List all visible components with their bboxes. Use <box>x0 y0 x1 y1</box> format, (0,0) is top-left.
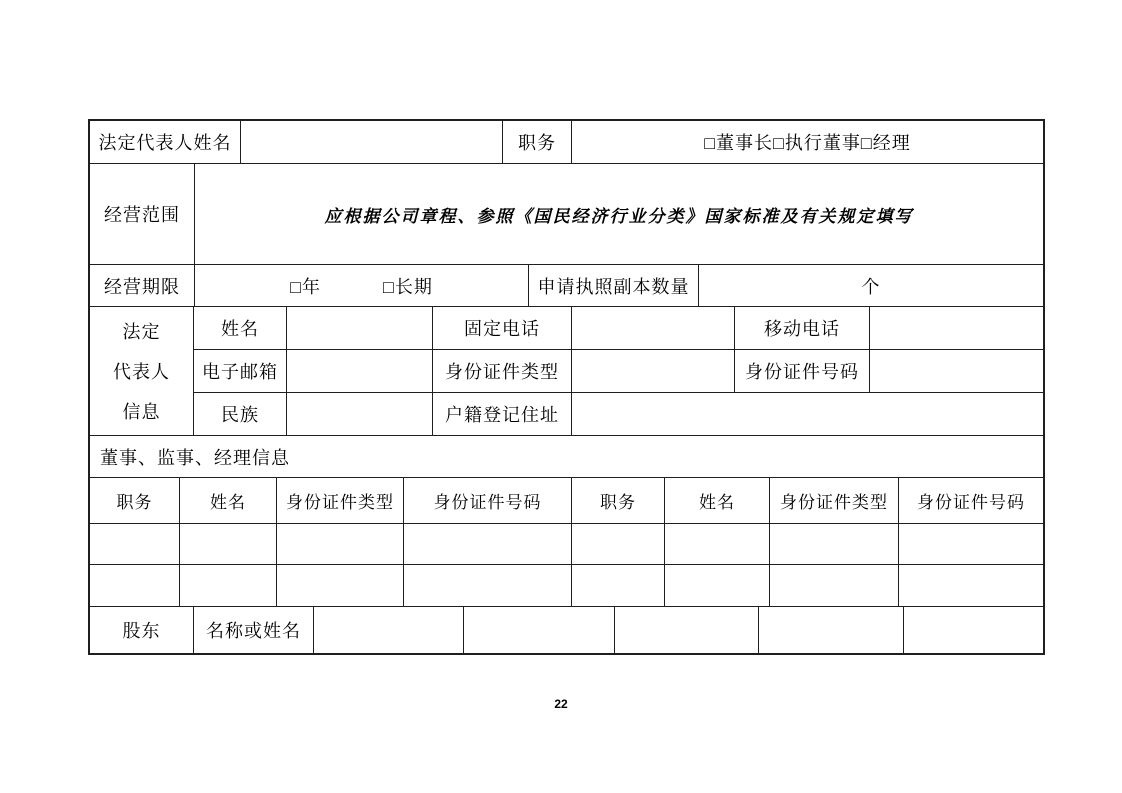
position-label: 职务 <box>503 121 572 164</box>
legal-rep-info-label-line3: 信息 <box>122 402 161 422</box>
legal-rep-row-2 <box>194 350 1043 393</box>
license-copies-input[interactable]: 个 <box>699 265 1043 307</box>
mobile-input[interactable] <box>870 307 1043 350</box>
id-number-label: 身份证件号码 <box>735 350 870 393</box>
shareholder-cell-input[interactable] <box>314 607 464 653</box>
row-directors-title <box>90 436 1043 478</box>
license-copies-label: 申请执照副本数量 <box>529 265 699 307</box>
director-cell-input[interactable] <box>665 524 770 565</box>
residence-label: 户籍登记住址 <box>433 393 572 436</box>
mobile-label: 移动电话 <box>735 307 870 350</box>
legal-rep-row-3 <box>194 393 1043 436</box>
id-type-input[interactable] <box>572 350 735 393</box>
directors-section-title: 董事、监事、经理信息 <box>90 436 1043 478</box>
name-input[interactable] <box>287 307 433 350</box>
directors-header-idtype-1: 身份证件类型 <box>277 478 404 524</box>
shareholder-row <box>90 607 1043 653</box>
directors-header-name-1: 姓名 <box>180 478 277 524</box>
directors-header-idtype-2: 身份证件类型 <box>770 478 899 524</box>
business-scope-label: 经营范围 <box>90 164 195 265</box>
ethnicity-label: 民族 <box>194 393 287 436</box>
residence-input[interactable] <box>572 393 1043 436</box>
legal-rep-name-input[interactable] <box>241 121 503 164</box>
email-input[interactable] <box>287 350 433 393</box>
director-cell-input[interactable] <box>277 565 404 607</box>
email-label: 电子邮箱 <box>194 350 287 393</box>
shareholder-cell-input[interactable] <box>615 607 759 653</box>
option-years-checkbox[interactable]: □年 <box>290 276 321 297</box>
company-registration-form-table <box>88 119 1045 655</box>
landline-input[interactable] <box>572 307 735 350</box>
director-cell-input[interactable] <box>90 524 180 565</box>
director-cell-input[interactable] <box>770 524 899 565</box>
option-longterm-checkbox[interactable]: □长期 <box>383 276 433 297</box>
director-cell-input[interactable] <box>899 524 1043 565</box>
director-cell-input[interactable] <box>770 565 899 607</box>
legal-rep-row-1 <box>194 307 1043 350</box>
landline-label: 固定电话 <box>433 307 572 350</box>
row-business-scope <box>90 164 1043 265</box>
legal-rep-info-block <box>90 307 1043 436</box>
legal-rep-info-label-line1: 法定 <box>122 322 161 342</box>
director-cell-input[interactable] <box>404 524 572 565</box>
director-cell-input[interactable] <box>572 524 665 565</box>
shareholder-cell-input[interactable] <box>904 607 1043 653</box>
shareholder-cell-input[interactable] <box>464 607 615 653</box>
director-cell-input[interactable] <box>180 524 277 565</box>
business-scope-input[interactable]: 应根据公司章程、参照《国民经济行业分类》国家标准及有关规定填写 <box>195 164 1043 265</box>
legal-rep-info-label-line2: 代表人 <box>113 362 170 382</box>
name-label: 姓名 <box>194 307 287 350</box>
directors-header-row <box>90 478 1043 524</box>
director-cell-input[interactable] <box>180 565 277 607</box>
shareholder-name-label: 名称或姓名 <box>194 607 314 653</box>
row-legal-rep-name <box>90 121 1043 164</box>
shareholder-cell-input[interactable] <box>759 607 904 653</box>
shareholder-label: 股东 <box>90 607 194 653</box>
directors-header-position-2: 职务 <box>572 478 665 524</box>
row-operating-period <box>90 265 1043 307</box>
legal-rep-name-label: 法定代表人姓名 <box>90 121 241 164</box>
id-type-label: 身份证件类型 <box>433 350 572 393</box>
page-number: 22 <box>554 697 568 711</box>
director-cell-input[interactable] <box>404 565 572 607</box>
legal-rep-info-label <box>90 307 194 436</box>
director-cell-input[interactable] <box>899 565 1043 607</box>
operating-period-label: 经营期限 <box>90 265 195 307</box>
directors-data-row-2 <box>90 565 1043 607</box>
director-cell-input[interactable] <box>90 565 180 607</box>
position-options-checkboxes[interactable]: □董事长□执行董事□经理 <box>572 121 1043 164</box>
directors-header-name-2: 姓名 <box>665 478 770 524</box>
directors-header-idnumber-2: 身份证件号码 <box>899 478 1043 524</box>
directors-header-idnumber-1: 身份证件号码 <box>404 478 572 524</box>
operating-period-options <box>195 265 529 307</box>
ethnicity-input[interactable] <box>287 393 433 436</box>
director-cell-input[interactable] <box>277 524 404 565</box>
directors-header-position-1: 职务 <box>90 478 180 524</box>
directors-data-row-1 <box>90 524 1043 565</box>
director-cell-input[interactable] <box>572 565 665 607</box>
director-cell-input[interactable] <box>665 565 770 607</box>
id-number-input[interactable] <box>870 350 1043 393</box>
